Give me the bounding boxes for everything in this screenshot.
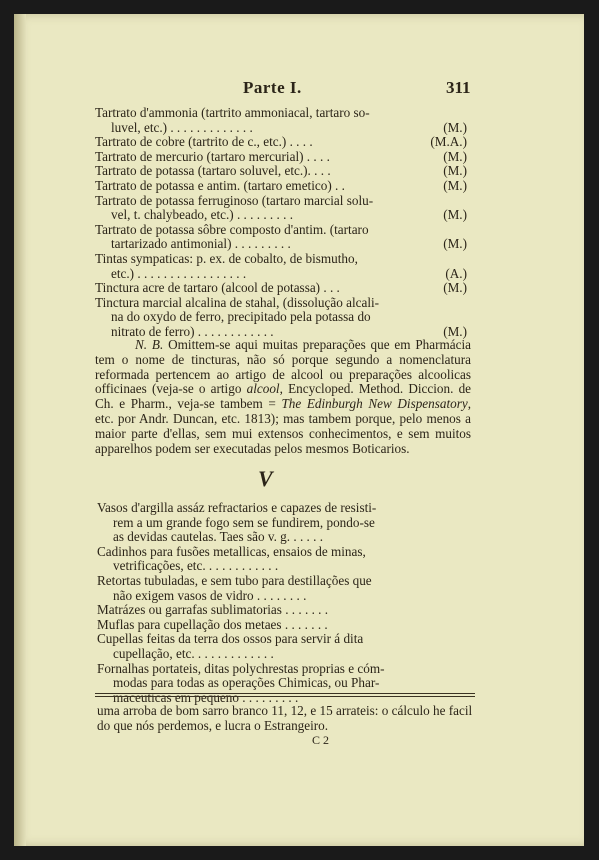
tartrate-entry [95,252,467,281]
section-v-entry-line: modas para todas as operações Chimicas, ou Phar- [113,675,380,691]
section-v-entry [97,632,469,661]
note-italic-dispensatory: The Edinburgh New Dispensatory [281,396,468,412]
section-v-entry-line: rem a um grande fogo sem se fundirem, pondo-se [113,514,375,530]
section-v-entry [97,574,469,603]
section-v-entry [97,603,469,618]
note-text: Omittem-se aqui muitas preparações que em Pharmácia tem o nome de tincturas, não só porque segundo a nomenclatura reformada pertencem ao artigo de alcool ou preparações alcoolicas officinaes (veja-se o artigo [95,337,472,397]
tartrate-entry-line: Tartrato de potassa sôbre composto d'antim. (tartaro [95,221,369,237]
tartrate-entry-line: tartarizado antimonial) . . . . . . . . . [111,236,291,252]
note-text-2: , Encycloped. Method. Diccion. de Ch. e Pharm., veja-se tambem = [95,381,472,412]
tartrate-entry-line: Tartrato de potassa (tartaro soluvel, etc.). . . . [95,163,331,179]
section-v-entry-line: Muflas para cupellação dos metaes . . . . . . . [97,616,328,632]
tartrate-entry-reference: (M.) [443,148,467,164]
section-v-entry-line: Cadinhos para fusões metallicas, ensaios de minas, [97,543,366,559]
tartrate-entry [95,296,467,340]
section-v-entry-line: cupellação, etc. . . . . . . . . . . . . [113,645,274,661]
section-v-entry-line: Fornalhas portateis, ditas polychrestas proprias e cóm- [97,660,385,676]
tartrate-entry-line: Tinctura marcial alcalina de stahal, (dissolução alcali- [95,294,380,310]
section-v-entry-line: Matrázes ou garrafas sublimatorias . . . . . . . [97,602,329,618]
nota-bene-paragraph [95,338,471,456]
section-v-entry-line: vetrificações, etc. . . . . . . . . . . . [113,558,279,574]
tartrate-entry-line: Tartrato de potassa e antim. (tartaro emetico) . . [95,177,345,193]
section-v-entry-line: não exigem vasos de vidro . . . . . . . . [113,587,307,603]
tartrate-entry [95,135,467,150]
tartrate-entry-reference: (M.) [443,163,467,179]
tartrate-entry-reference: (M.A.) [430,134,467,150]
tartrate-entry-reference: (M.) [443,177,467,193]
tartrate-entry-reference: (M.) [443,236,467,252]
footnote-rule-thin [95,696,475,697]
tartrate-entry [95,281,467,296]
section-v-entry-line: maceuticas em pequeno . . . . . . . . . [113,689,299,705]
tartrate-entry-reference: (M.) [443,207,467,223]
note-lead: N. B. [135,337,164,352]
tartrate-entry-reference: (A.) [445,265,467,281]
tartrate-entry-line: Tartrato de potassa ferruginoso (tartaro marcial solu- [95,192,374,208]
section-letter: V [258,466,273,491]
tartrate-entry-line: Tartrato de cobre (tartrito de c., etc.) . . . . [95,134,313,150]
tartrate-entry-line: etc.) . . . . . . . . . . . . . . . . . [111,265,247,281]
tartrate-entry-line: Tintas sympaticas: p. ex. de cobalto, de bismutho, [95,250,358,266]
tartrate-entry [95,106,467,135]
section-v-entry-line: Vasos d'argilla assáz refractarios e capazes de resisti- [97,500,377,515]
footnote-rule [95,693,475,694]
page-gutter [14,14,26,846]
section-v-entry [97,618,469,633]
signature-mark: C 2 [312,733,330,747]
section-v-entry [97,662,469,706]
section-v-entry [97,545,469,574]
tartrate-entry [95,194,467,223]
section-v-items-list [97,501,469,705]
tartrate-entry [95,223,467,252]
tartrate-entry-reference: (M.) [443,280,467,296]
tartrate-entry-line: na do oxydo de ferro, precipitado pela potassa do [111,309,371,325]
tartrate-entry-reference: (M.) [443,119,467,135]
section-v-entry-line: Retortas tubuladas, e sem tubo para destillações que [97,572,372,588]
tartrate-entry-line: Tartrato d'ammonia (tartrito ammoniacal, tartaro so- [95,105,370,120]
page-number: 311 [446,78,471,97]
tartrate-entry-reference: (M.) [443,323,467,339]
running-header [0,78,599,102]
running-title: Parte I. [243,78,302,97]
tartrate-entry [95,179,467,194]
tartrate-entry-line: vel, t. chalybeado, etc.) . . . . . . . . . [111,207,294,223]
note-text-3: , etc. por Andr. Duncan, etc. 1813); mas tambem porque, pelo menos a maior parte d'ellas, sem mui extensos conhecimentos, e sem muitos apparelhos podem ser executadas pelos mesmos Boticarios. [95,396,472,456]
tartrate-entry-line: Tinctura acre de tartaro (alcool de potassa) . . . [95,280,340,296]
tartrate-entry-line: Tartrato de mercurio (tartaro mercurial) . . . . [95,148,330,164]
footnote: uma arroba de bom sarro branco 11, 12, e 15 arrateis: o cálculo he facil do que nós perdemos, e lucra o Estrangeiro. [97,703,473,733]
section-v-entry-line: as devidas cautelas. Taes são v. g. . . . . . [113,529,324,545]
tartrate-entry [95,150,467,165]
tartrate-entry-line: nitrato de ferro) . . . . . . . . . . . . [111,323,274,339]
section-v-entry [97,501,469,545]
tartrate-entries-list [95,106,467,340]
note-italic-alcool: alcool [246,381,280,397]
tartrate-entry-line: luvel, etc.) . . . . . . . . . . . . . [111,119,253,135]
tartrate-entry [95,164,467,179]
section-v-entry-line: Cupellas feitas da terra dos ossos para servir á dita [97,631,364,647]
